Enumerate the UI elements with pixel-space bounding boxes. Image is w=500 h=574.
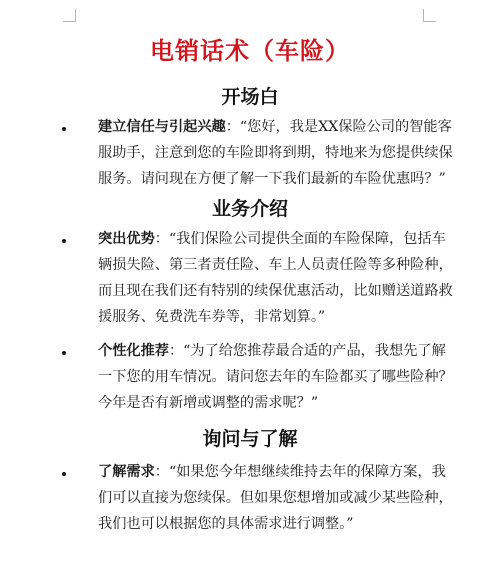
list-item-label: 了解需求 xyxy=(98,464,155,480)
section-heading-business-intro: 业务介绍 xyxy=(211,198,288,220)
list-item-text xyxy=(98,338,453,416)
bullet-icon xyxy=(62,351,66,355)
page-corner-mark-top-right xyxy=(423,9,436,22)
section-heading-inquire-understand: 询问与了解 xyxy=(202,428,298,450)
page-corner-mark-top-left xyxy=(63,9,76,22)
list-item-label: 突出优势 xyxy=(98,231,155,247)
list-item-body: ：“您好，我是XX保险公司的智能客服助手，注意到您的车险即将到期，特地来为您提供续保服务。请问现在方便了解一下我们最新的车险优惠吗？” xyxy=(98,119,453,187)
document-title: 电销话术（车险） xyxy=(150,36,350,65)
bullet-icon xyxy=(62,239,66,243)
list-item-text xyxy=(98,226,453,330)
list-item-body: ：“如果您今年想继续维持去年的保障方案，我们可以直接为您续保。但如果您想增加或减少某些险种，我们也可以根据您的具体需求进行调整。” xyxy=(98,464,453,532)
list-item-label: 个性化推荐 xyxy=(98,343,169,359)
list-item-body: ：“我们保险公司提供全面的车险保障，包括车辆损失险、第三者责任险、车上人员责任险等多种险种，而且现在我们还有特别的续保优惠活动，比如赠送道路救援服务、免费洗车券等，非常划算。” xyxy=(98,231,453,325)
bullet-icon xyxy=(62,472,66,476)
bullet-icon xyxy=(62,127,66,131)
list-item-label: 建立信任与引起兴趣 xyxy=(98,119,226,135)
list-item-text xyxy=(98,459,453,537)
list-item-text xyxy=(98,114,453,192)
list-item-body: ：“为了给您推荐最合适的产品，我想先了解一下您的用车情况。请问您去年的车险都买了哪些险种？今年是否有新增或调整的需求呢？” xyxy=(98,343,453,411)
section-heading-opening: 开场白 xyxy=(221,86,279,108)
